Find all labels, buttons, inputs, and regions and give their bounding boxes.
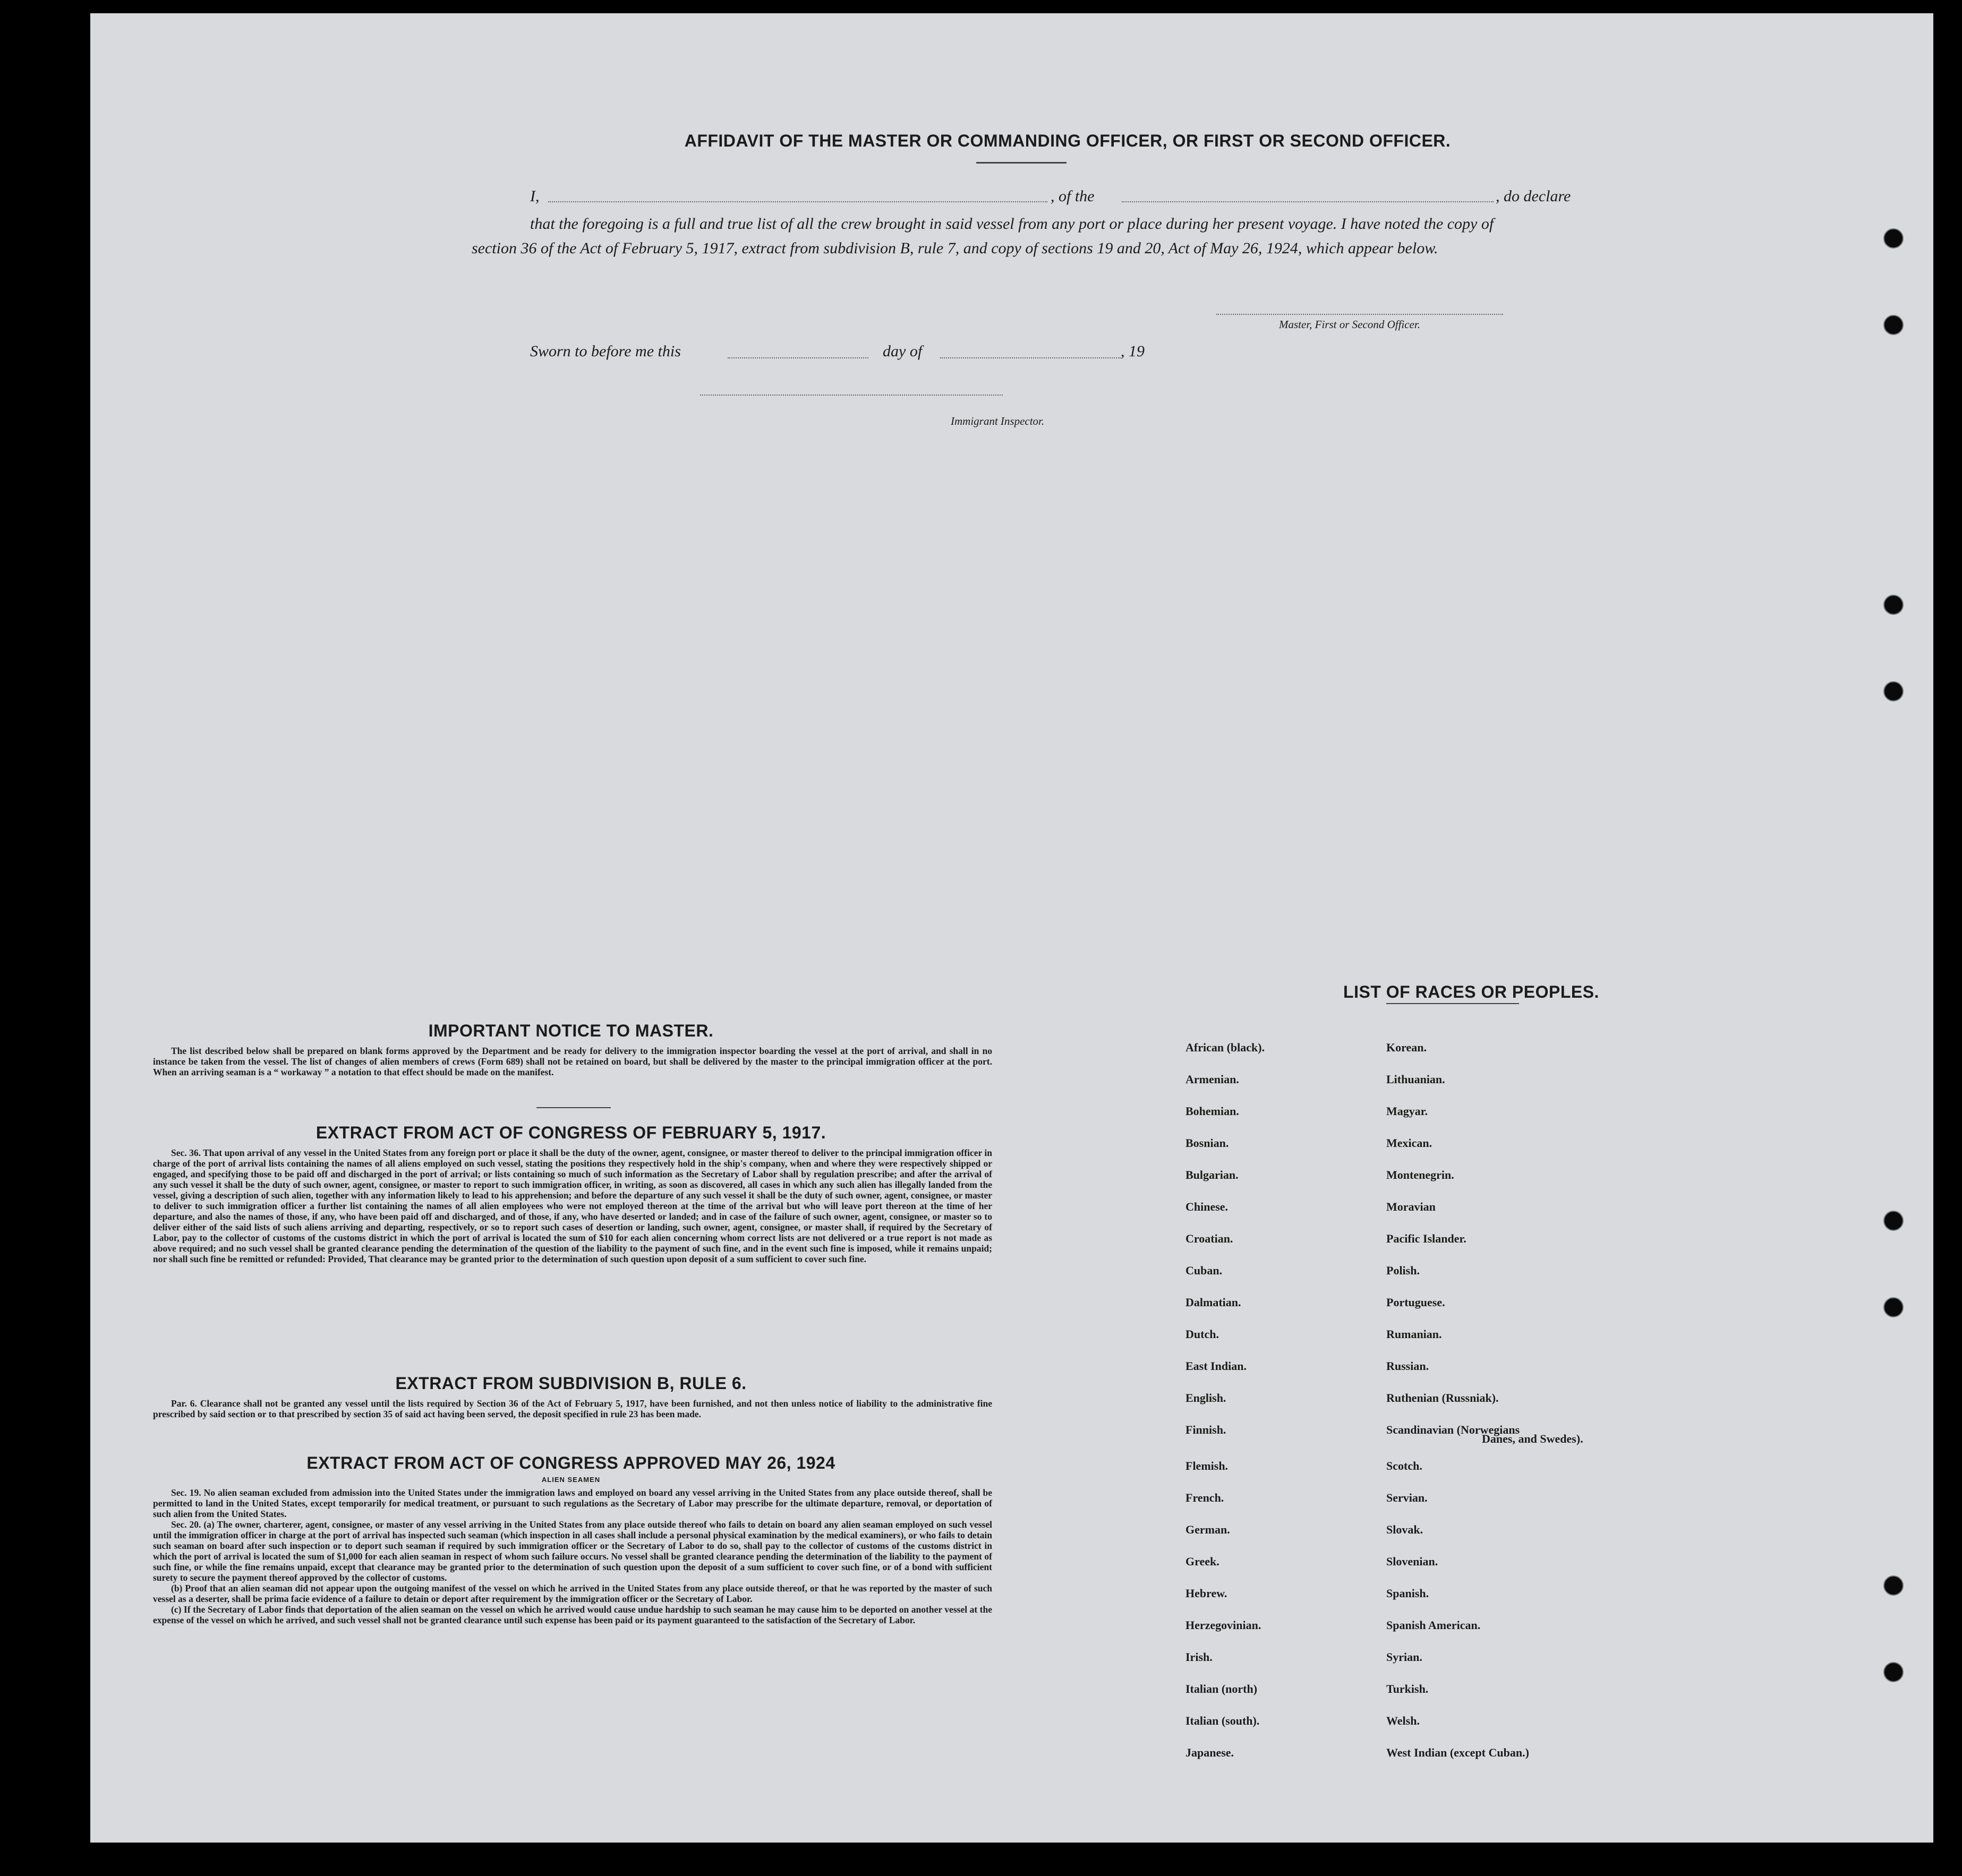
- races-title: LIST OF RACES OR PEOPLES.: [1343, 982, 1599, 1001]
- race-right-item: Pacific Islander.: [1386, 1232, 1466, 1245]
- binder-hole: [1883, 1211, 1904, 1231]
- section-20c-paragraph: (c) If the Secretary of Labor finds that deportation of the alien seaman on the vessel on which he arrived would cause undue hardship to such seaman he may cause him to be deported on another vessel at the expense of the vessel on which he arrived, and such vessel shall not be granted clearance until such expense has been paid or its payment guaranteed to the satisfaction of the Secretary of Labor.: [153, 1604, 992, 1625]
- sworn-label: Sworn to before me this: [530, 342, 681, 360]
- race-left-item: East Indian.: [1185, 1359, 1247, 1373]
- race-left-item: French.: [1185, 1491, 1224, 1504]
- race-left-item: Italian (north): [1185, 1682, 1258, 1695]
- notice-title: IMPORTANT NOTICE TO MASTER.: [428, 1021, 714, 1040]
- inspector-label: Immigrant Inspector.: [951, 415, 1045, 427]
- binder-hole: [1883, 228, 1904, 249]
- race-left-item: Armenian.: [1185, 1073, 1239, 1086]
- affidavit-body: that the foregoing is a full and true list of all the crew brought in said vessel from any port or place during her present voyage. I have noted the copy of section 36 of the Act of February 5, 1917, extract from subdivision B, rule 7, and copy of sections 19 and 20, Act of May 26, 1924, which appear below.: [472, 215, 1494, 257]
- inspector-signature-line[interactable]: [700, 395, 1003, 396]
- race-right-item: Scandinavian (Norwegians: [1386, 1423, 1520, 1436]
- notice-paragraph: The list described below shall be prepared on blank forms approved by the Department and be ready for delivery to the immigration inspector boarding the vessel at the port of arrival, and shall in no instance be taken from the vessel. The list of changes of alien members of crews (Form 689) shall not be retained on board, but shall be delivered by the master to the principal immigration officer at the port. When an arriving seaman is a “ workaway ” a notation to that effect should be made on the manifest.: [153, 1046, 992, 1077]
- race-left-item: African (black).: [1185, 1041, 1265, 1054]
- section-36-paragraph: Sec. 36. That upon arrival of any vessel in the United States from any foreign port or place it shall be the duty of the owner, agent, consignee, or master thereof to deliver to the principal immigration officer in charge of the port of arrival lists containing the names of all aliens employed on such vessel, stating the positions they respectively hold in the ship's company, when and where they were respectively shipped or engaged, and specifying those to be paid off and discharged in the port of arrival; or lists containing so much of such information as the Secretary of Labor shall by regulation prescribe; and after the arrival of any such vessel it shall be the duty of such owner, agent, consignee, or master to report to such immigration officer, in writing, as soon as discovered, all cases in which any such alien has illegally landed from the vessel, giving a description of such alien, together with any information likely to lead to his apprehension; and before the departure of any such vessel it shall be the duty of such owner, agent, consignee, or master to deliver to such immigration officer a further list containing the names of all alien employees who were not employed thereon at the time of the arrival but who will leave port thereon at the time of her departure, and also the names of those, if any, who have been paid off and discharged, and of those, if any, who have deserted or landed; and in case of the failure of such owner, agent, consignee, or master so to deliver either of the said lists of such aliens arriving and departing, respectively, or so to report such cases of desertion or landing, such owner, agent, consignee, or master shall, if required by the Secretary of Labor, pay to the collector of customs of the customs district in which the port of arrival is located the sum of $10 for each alien concerning whom correct lists are not delivered or a true report is not made as above required; and no such vessel shall be granted clearance pending the determination of the question of the liability to the payment of such fine, and in the event such fine is imposed, while it remains unpaid; nor shall such fine be remitted or refunded: Provided, That clearance may be granted prior to the determination of such question upon deposit of a sum sufficient to cover such fine.: [153, 1147, 992, 1264]
- sworn-day-field[interactable]: [728, 357, 868, 358]
- notice-text: [153, 1046, 992, 1077]
- notice-divider: [536, 1107, 611, 1108]
- race-left-item: German.: [1185, 1523, 1230, 1536]
- race-left-item: Herzegovinian.: [1185, 1618, 1261, 1632]
- extract-rule6-title: EXTRACT FROM SUBDIVISION B, RULE 6.: [395, 1374, 747, 1393]
- signature-line[interactable]: [1216, 314, 1503, 315]
- race-left-item: Croatian.: [1185, 1232, 1233, 1245]
- race-left-item: Dalmatian.: [1185, 1296, 1241, 1309]
- race-right-item: Ruthenian (Russniak).: [1386, 1391, 1499, 1404]
- race-left-item: Flemish.: [1185, 1459, 1229, 1472]
- rule6-paragraph: Par. 6. Clearance shall not be granted any vessel until the lists required by Section 36 of the Act of February 5, 1917, have been furnished, and not then unless notice of liability to the administrative fine prescribed by said section or to that prescribed by section 35 of said act having been served, the deposit specified in rule 23 has been made.: [153, 1398, 992, 1419]
- race-right-continuation: Danes, and Swedes).: [1482, 1432, 1583, 1445]
- race-right-item: Servian.: [1386, 1491, 1428, 1504]
- races-divider: [1386, 1003, 1519, 1004]
- race-left-item: Chinese.: [1185, 1200, 1229, 1213]
- title-divider: [976, 162, 1067, 164]
- binder-hole: [1883, 315, 1904, 335]
- race-right-item: Lithuanian.: [1386, 1073, 1445, 1086]
- race-right-item: Syrian.: [1386, 1650, 1422, 1664]
- race-right-item: Spanish American.: [1386, 1618, 1481, 1632]
- race-right-item: Slovenian.: [1386, 1555, 1438, 1568]
- extract-1924-subtitle: ALIEN SEAMEN: [541, 1476, 601, 1484]
- affidavit-of-the-label: , of the: [1051, 187, 1095, 205]
- race-right-item: Moravian: [1386, 1200, 1436, 1213]
- sworn-month-field[interactable]: [940, 357, 1121, 358]
- race-right-item: Korean.: [1386, 1041, 1427, 1054]
- binder-hole: [1883, 595, 1904, 615]
- race-left-item: Japanese.: [1185, 1746, 1234, 1759]
- race-left-item: Cuban.: [1185, 1264, 1223, 1277]
- race-left-item: Irish.: [1185, 1650, 1213, 1664]
- section-20a-paragraph: Sec. 20. (a) The owner, charterer, agent, consignee, or master of any vessel arriving in the United States from any place outside thereof who fails to detain on board any alien seaman employed on such vessel until the immigration officer in charge at the port of arrival has inspected such seaman (which inspection in all cases shall include a personal physical examination by the medical examiners), or who fails to detain such seaman on board after such inspection or to deport such seaman if required by such immigration officer or the Secretary of Labor to do so, shall pay to the collector of customs of the customs district in which the port of arrival is located the sum of $1,000 for each alien seaman in respect of whom such failure occurs. No vessel shall be granted clearance pending the determination of the liability to the payment of such fine, or while the fine remains unpaid, except that clearance may be granted prior to the determination of such question upon the deposit of a sum sufficient to cover such fine, or of a bond with sufficient surety to secure the payment thereof approved by the collector of customs.: [153, 1519, 992, 1583]
- race-right-item: Polish.: [1386, 1264, 1420, 1277]
- extract-1917-text: [153, 1147, 992, 1264]
- race-right-item: Mexican.: [1386, 1136, 1432, 1150]
- race-right-item: Spanish.: [1386, 1587, 1429, 1600]
- section-20b-paragraph: (b) Proof that an alien seaman did not appear upon the outgoing manifest of the vessel on which he arrived in the United States from any place outside thereof, or that he was reported by the master of such vessel as a deserter, shall be prima facie evidence of a failure to detain or deport after requirement by the immigration officer or the Secretary of Labor.: [153, 1583, 992, 1604]
- form-page: [90, 13, 1933, 1843]
- race-left-item: Dutch.: [1185, 1327, 1219, 1341]
- race-left-item: Greek.: [1185, 1555, 1219, 1568]
- extract-1924-text: [153, 1487, 992, 1625]
- race-left-item: Bohemian.: [1185, 1104, 1239, 1118]
- vessel-name-field[interactable]: [1122, 201, 1494, 202]
- race-left-item: Finnish.: [1185, 1423, 1226, 1436]
- signature-label: Master, First or Second Officer.: [1279, 318, 1420, 331]
- race-right-item: Scotch.: [1386, 1459, 1422, 1472]
- section-19-paragraph: Sec. 19. No alien seaman excluded from admission into the United States under the immigration laws and employed on board any vessel arriving in the United States from any place outside thereof, shall be permitted to land in the United States, except temporarily for medical treatment, or pursuant to such regulations as the Secretary of Labor may prescribe for the ultimate departure, removal, or deportation of such alien from the United States.: [153, 1487, 992, 1519]
- race-left-item: English.: [1185, 1391, 1226, 1404]
- race-right-item: West Indian (except Cuban.): [1386, 1746, 1529, 1759]
- master-name-field[interactable]: [548, 201, 1047, 202]
- race-right-item: Montenegrin.: [1386, 1168, 1454, 1181]
- day-of-label: day of: [883, 342, 923, 360]
- race-right-item: Slovak.: [1386, 1523, 1423, 1536]
- race-right-item: Welsh.: [1386, 1714, 1420, 1727]
- binder-hole: [1883, 1662, 1904, 1682]
- binder-hole: [1883, 681, 1904, 701]
- race-left-item: Bosnian.: [1185, 1136, 1229, 1150]
- affidavit-title: AFFIDAVIT OF THE MASTER OR COMMANDING OFFICER, OR FIRST OR SECOND OFFICER.: [684, 131, 1451, 150]
- race-right-item: Rumanian.: [1386, 1327, 1442, 1341]
- binder-hole: [1883, 1575, 1904, 1596]
- extract-1924-title: EXTRACT FROM ACT OF CONGRESS APPROVED MAY 26, 1924: [306, 1453, 835, 1472]
- race-left-item: Bulgarian.: [1185, 1168, 1239, 1181]
- affidavit-declare-label: , do declare: [1496, 187, 1571, 205]
- race-right-item: Magyar.: [1386, 1104, 1428, 1118]
- race-right-item: Portuguese.: [1386, 1296, 1445, 1309]
- binder-hole: [1883, 1297, 1904, 1317]
- race-left-item: Hebrew.: [1185, 1587, 1227, 1600]
- race-right-item: Turkish.: [1386, 1682, 1429, 1695]
- year-label: , 19: [1121, 342, 1145, 360]
- extract-rule6-text: [153, 1398, 992, 1419]
- race-left-item: Italian (south).: [1185, 1714, 1260, 1727]
- extract-1917-title: EXTRACT FROM ACT OF CONGRESS OF FEBRUARY 5, 1917.: [315, 1123, 826, 1142]
- race-right-item: Russian.: [1386, 1359, 1429, 1373]
- affidavit-i-label: I,: [530, 187, 540, 205]
